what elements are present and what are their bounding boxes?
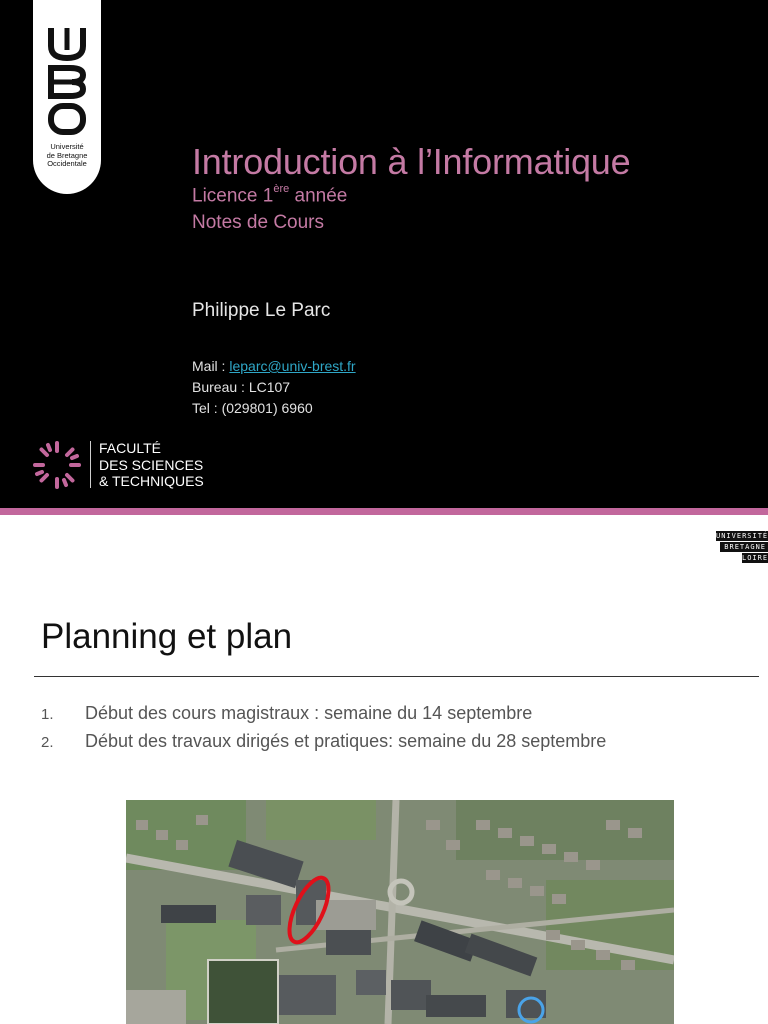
author-name: Philippe Le Parc — [192, 300, 331, 321]
list-item-number: 1. — [41, 706, 54, 723]
licence-superscript: ère — [273, 183, 290, 195]
list-item — [41, 731, 606, 752]
licence-prefix: Licence 1 — [192, 185, 274, 207]
list-item-text: Début des cours magistraux : semaine du 14 septembre — [85, 703, 533, 723]
list-item-number: 2. — [41, 734, 54, 751]
contact-mail — [192, 358, 356, 374]
ubl-logo-line: LOIRE — [742, 554, 768, 562]
title-rule — [34, 676, 759, 677]
faculty-name — [99, 440, 204, 490]
faculty-divider — [90, 441, 91, 488]
faculty-line: & TECHNIQUES — [99, 473, 204, 489]
notes-line: Notes de Cours — [192, 212, 325, 233]
ubl-logo-line: BRETAGNE — [720, 542, 768, 552]
ubl-logo-line: UNIVERSITÉ — [716, 532, 768, 540]
faculty-line: FACULTÉ — [99, 440, 161, 456]
slide-divider-band — [0, 508, 768, 515]
ubo-name-line: de Bretagne — [46, 150, 88, 160]
faculty-line: DES SCIENCES — [99, 456, 204, 473]
ubl-logo — [716, 531, 768, 565]
ubo-name-line: Université — [50, 142, 84, 151]
title-slide — [0, 0, 768, 508]
ubo-name-line: Occidentale — [47, 159, 87, 168]
mail-link[interactable]: leparc@univ-brest.fr — [229, 358, 356, 374]
licence-line — [192, 185, 347, 207]
slide-title: Introduction à l’Informatique — [192, 141, 631, 182]
mail-label: Mail : — [192, 358, 230, 374]
aerial-map-image — [126, 800, 674, 1024]
list-item-text: Début des travaux dirigés et pratiques: semaine du 28 septembre — [85, 731, 607, 751]
contact-tel: Tel : (029801) 6960 — [192, 400, 313, 416]
ubo-logo — [33, 0, 101, 194]
faculty-burst-icon — [32, 440, 82, 490]
licence-suffix: année — [289, 185, 348, 207]
list-item — [41, 703, 532, 724]
ubo-name — [33, 143, 101, 169]
campus-aerial-map — [126, 800, 674, 1024]
ubo-monogram-icon — [48, 26, 86, 138]
section-title: Planning et plan — [41, 617, 293, 656]
contact-bureau: Bureau : LC107 — [192, 379, 291, 395]
